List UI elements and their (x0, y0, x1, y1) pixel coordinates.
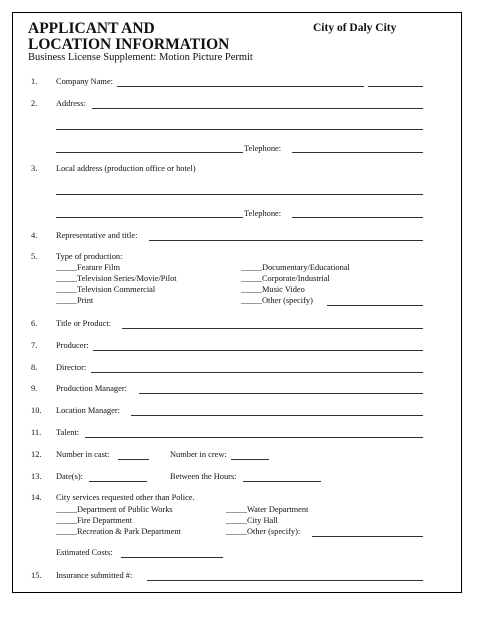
company-name-field-extra[interactable] (368, 86, 423, 87)
item-number: 2. (31, 99, 38, 108)
option-city-hall[interactable]: _____City Hall (226, 516, 278, 525)
option-print[interactable]: _____Print (56, 296, 94, 305)
item-number: 6. (31, 319, 38, 328)
insurance-label: Insurance submitted #: (56, 571, 133, 580)
option-fire-department[interactable]: _____Fire Department (56, 516, 133, 525)
item-number: 15. (31, 571, 42, 580)
dates-field[interactable] (89, 481, 147, 482)
crew-count-field[interactable] (231, 459, 269, 460)
insurance-field[interactable] (147, 580, 423, 581)
address-field-line3[interactable] (56, 152, 243, 153)
crew-count-label: Number in crew: (170, 450, 227, 459)
telephone-field[interactable] (292, 152, 423, 153)
item-number: 1. (31, 77, 38, 86)
item-number: 9. (31, 384, 38, 393)
location-manager-label: Location Manager: (56, 406, 120, 415)
company-name-label: Company Name: (56, 77, 113, 86)
option-television-series[interactable]: _____Television Series/Movie/Pilot (56, 274, 177, 283)
telephone-label: Telephone: (244, 209, 282, 218)
hours-label: Between the Hours: (170, 472, 237, 481)
talent-field[interactable] (85, 437, 423, 438)
other-service-field[interactable] (312, 536, 423, 537)
local-telephone-field[interactable] (292, 217, 423, 218)
dates-label: Date(s): (56, 472, 83, 481)
option-other-service[interactable]: _____Other (specify): (226, 527, 301, 536)
company-name-field[interactable] (117, 86, 364, 87)
item-number: 12. (31, 450, 42, 459)
cast-count-label: Number in cast: (56, 450, 110, 459)
cast-count-field[interactable] (118, 459, 149, 460)
producer-label: Producer: (56, 341, 89, 350)
title-product-label: Title or Product: (56, 319, 112, 328)
form-title-line1: APPLICANT AND (28, 20, 155, 37)
estimated-costs-label: Estimated Costs: (56, 548, 113, 557)
city-services-label: City services requested other than Police. (56, 493, 195, 502)
option-television-commercial[interactable]: _____Television Commercial (56, 285, 156, 294)
item-number: 14. (31, 493, 42, 502)
option-public-works[interactable]: _____Department of Public Works (56, 505, 173, 514)
option-water-department[interactable]: _____Water Department (226, 505, 309, 514)
option-corporate[interactable]: _____Corporate/Industrial (241, 274, 330, 283)
representative-field[interactable] (149, 240, 423, 241)
title-product-field[interactable] (122, 328, 423, 329)
local-address-field-line2[interactable] (56, 217, 243, 218)
address-label: Address: (56, 99, 86, 108)
form-subtitle: Business License Supplement: Motion Picture Permit (28, 52, 253, 63)
telephone-label: Telephone: (244, 144, 282, 153)
option-other[interactable]: _____Other (specify) (241, 296, 313, 305)
representative-label: Representative and title: (56, 231, 138, 240)
production-manager-field[interactable] (139, 393, 423, 394)
option-music-video[interactable]: _____Music Video (241, 285, 305, 294)
option-feature-film[interactable]: _____Feature Film (56, 263, 120, 272)
local-address-label: Local address (production office or hotel) (56, 164, 196, 173)
local-address-field-line1[interactable] (56, 194, 423, 195)
other-specify-field[interactable] (327, 305, 423, 306)
production-type-label: Type of production: (56, 252, 123, 261)
item-number: 5. (31, 252, 38, 261)
item-number: 3. (31, 164, 38, 173)
item-number: 13. (31, 472, 42, 481)
location-manager-field[interactable] (131, 415, 423, 416)
form-title-line2: LOCATION INFORMATION (28, 36, 230, 53)
address-field-line2[interactable] (56, 129, 423, 130)
address-field-line1[interactable] (92, 108, 423, 109)
estimated-costs-field[interactable] (121, 557, 223, 558)
item-number: 11. (31, 428, 42, 437)
hours-field[interactable] (243, 481, 321, 482)
item-number: 10. (31, 406, 42, 415)
option-documentary[interactable]: _____Documentary/Educational (241, 263, 350, 272)
item-number: 7. (31, 341, 38, 350)
director-field[interactable] (91, 372, 423, 373)
city-name: City of Daly City (313, 22, 397, 34)
director-label: Director: (56, 363, 87, 372)
item-number: 4. (31, 231, 38, 240)
production-manager-label: Production Manager: (56, 384, 127, 393)
talent-label: Talent: (56, 428, 80, 437)
producer-field[interactable] (93, 350, 423, 351)
item-number: 8. (31, 363, 38, 372)
option-recreation-park[interactable]: _____Recreation & Park Department (56, 527, 181, 536)
